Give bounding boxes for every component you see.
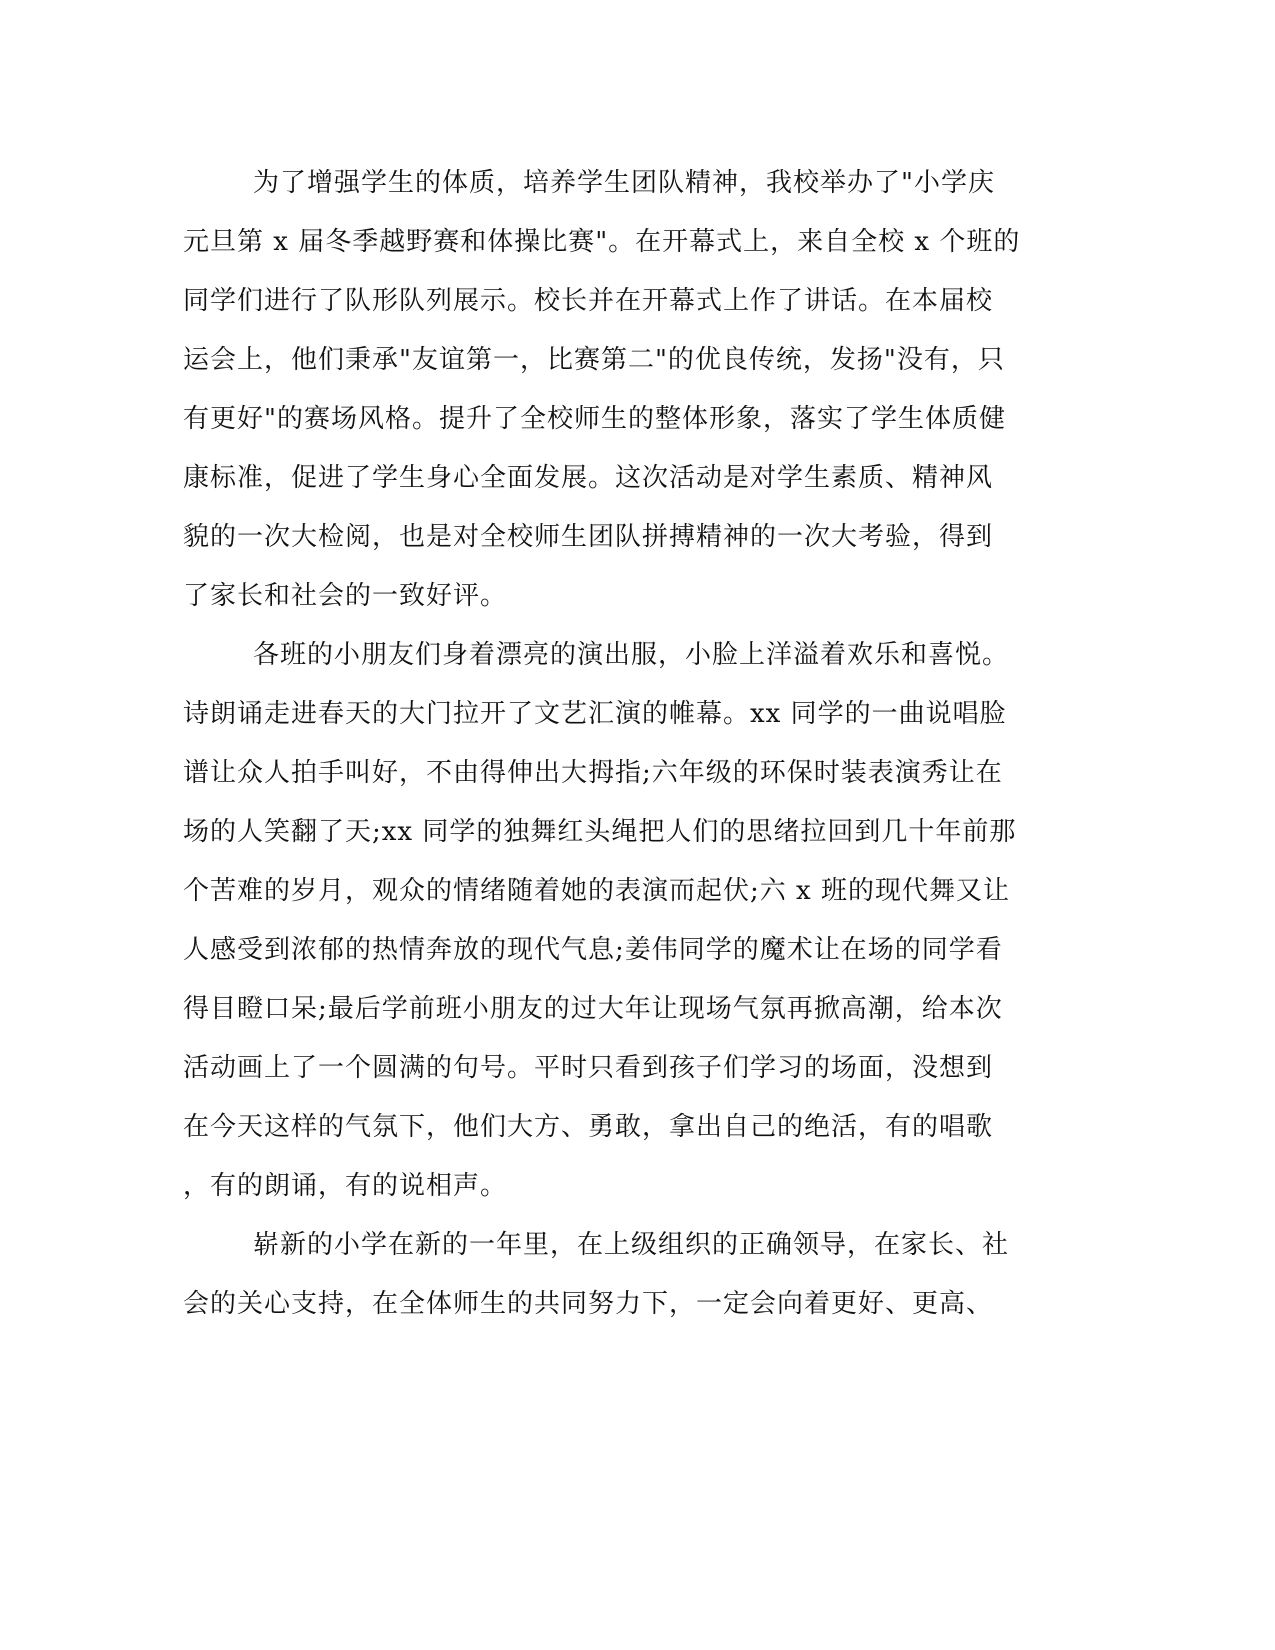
text-line: 人感受到浓郁的热情奔放的现代气息;姜伟同学的魔术让在场的同学看 [183,935,1003,965]
text-line: 元旦第 x 届冬季越野赛和体操比赛"。在开幕式上，来自全校 x 个班的 [183,227,1021,257]
text-line: ，有的朗诵，有的说相声。 [183,1171,508,1201]
text-line: 诗朗诵走进春天的大门拉开了文艺汇演的帷幕。xx 同学的一曲说唱脸 [183,699,1007,729]
text-line: 个苦难的岁月，观众的情绪随着她的表演而起伏;六 x 班的现代舞又让 [183,876,1010,906]
paragraph-3 [183,1216,1043,1334]
text-line: 活动画上了一个圆满的句号。平时只看到孩子们学习的场面，没想到 [183,1053,994,1083]
text-line: 有更好"的赛场风格。提升了全校师生的整体形象，落实了学生体质健 [183,404,1006,434]
document-body [183,154,1043,1334]
text-line: 得目瞪口呆;最后学前班小朋友的过大年让现场气氛再掀高潮，给本次 [183,994,1003,1024]
text-line: 在今天这样的气氛下，他们大方、勇敢，拿出自己的绝活，有的唱歌 [183,1112,994,1142]
text-line: 同学们进行了队形队列展示。校长并在开幕式上作了讲话。在本届校 [183,286,994,316]
text-line: 了家长和社会的一致好评。 [183,581,508,611]
text-line: 为了增强学生的体质，培养学生团队精神，我校举办了"小学庆 [253,168,995,198]
text-line: 会的关心支持，在全体师生的共同努力下，一定会向着更好、更高、 [183,1289,994,1319]
text-line: 谱让众人拍手叫好，不由得伸出大拇指;六年级的环保时装表演秀让在 [183,758,1003,788]
text-line: 运会上，他们秉承"友谊第一，比赛第二"的优良传统，发扬"没有，只 [183,345,1005,375]
text-line: 康标准，促进了学生身心全面发展。这次活动是对学生素质、精神风 [183,463,994,493]
text-line: 崭新的小学在新的一年里，在上级组织的正确领导，在家长、社 [253,1230,1010,1260]
paragraph-2 [183,626,1043,1216]
text-line: 各班的小朋友们身着漂亮的演出服，小脸上洋溢着欢乐和喜悦。 [253,640,1010,670]
text-line: 貌的一次大检阅，也是对全校师生团队拼搏精神的一次大考验，得到 [183,522,994,552]
text-line: 场的人笑翻了天;xx 同学的独舞红头绳把人们的思绪拉回到几十年前那 [183,817,1017,847]
paragraph-1 [183,154,1043,626]
